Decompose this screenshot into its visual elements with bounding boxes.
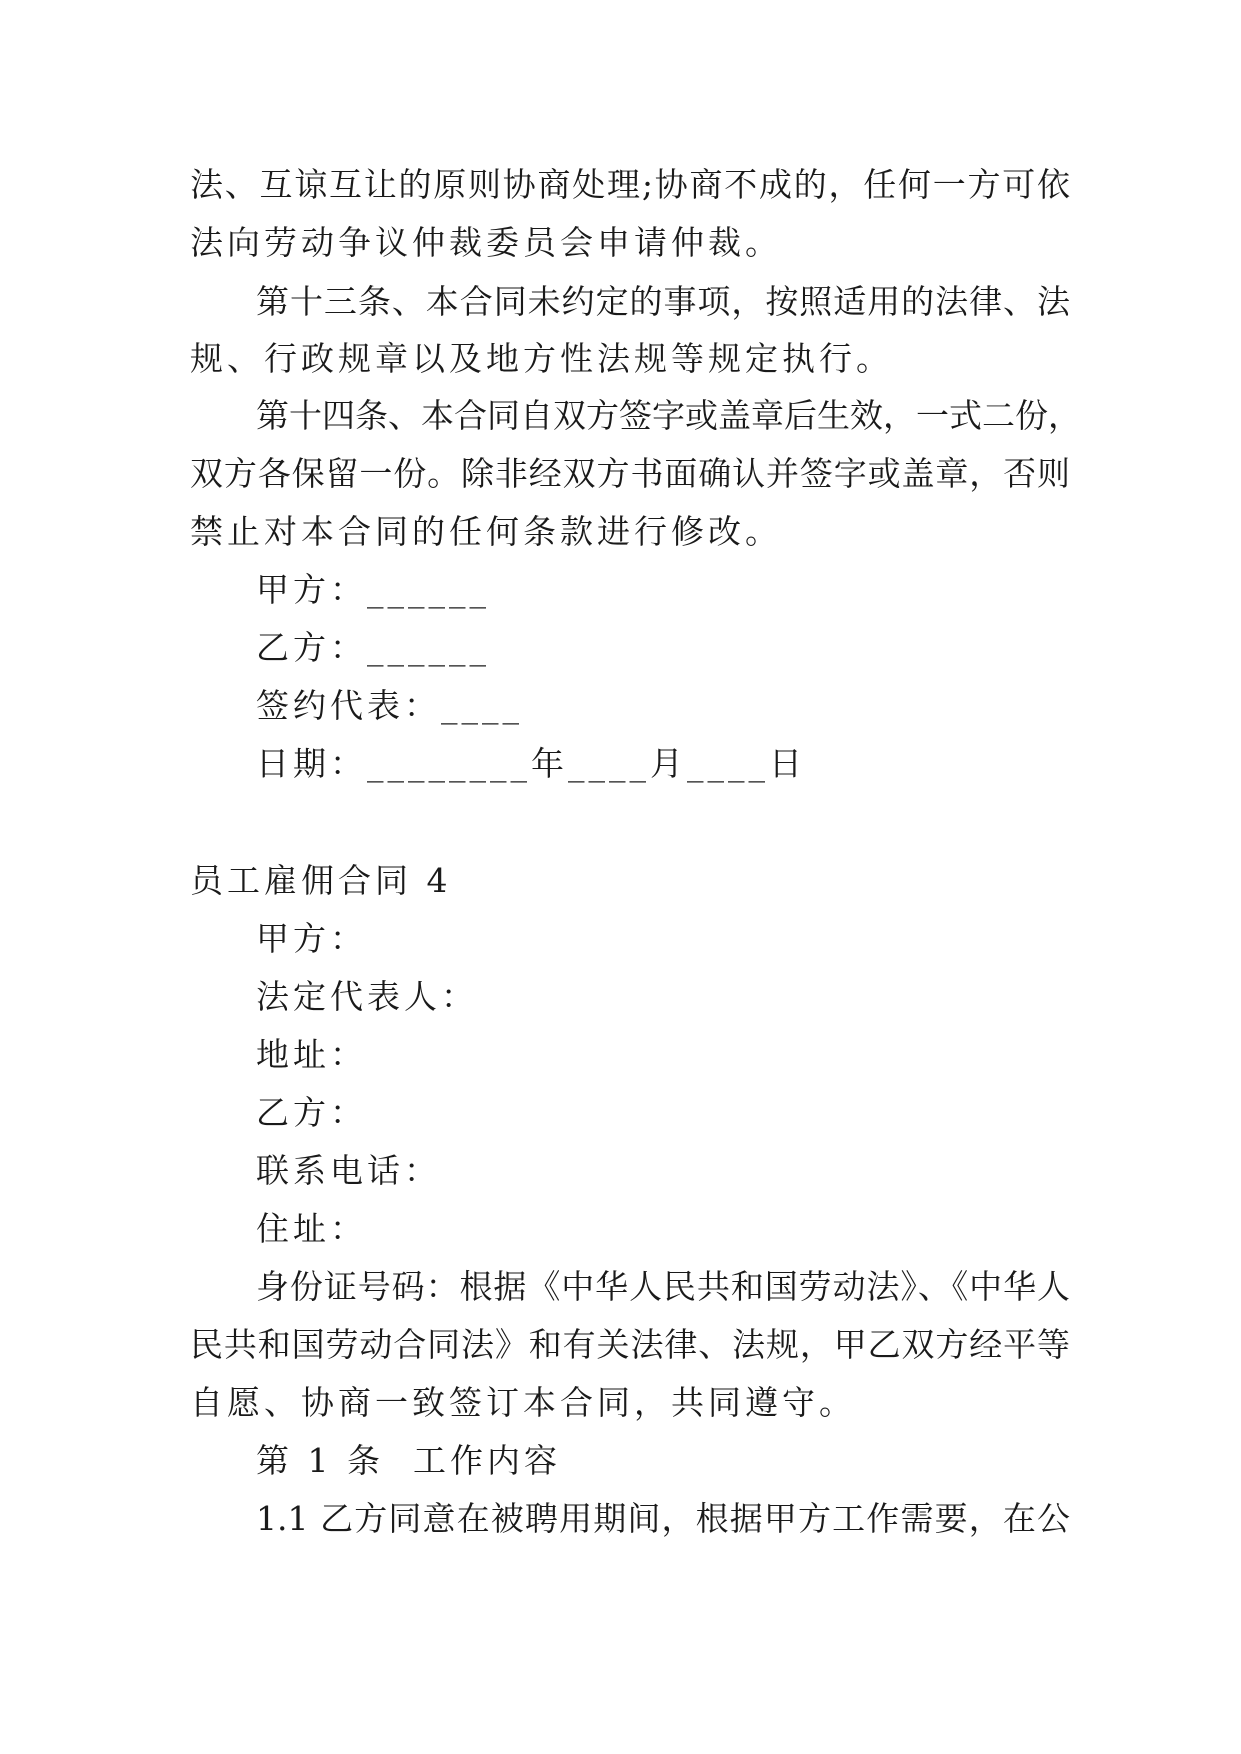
contract-title: 员工雇佣合同 4 <box>190 861 452 900</box>
party-a-field: 甲方： <box>256 919 367 958</box>
text-line: 1.1 乙方同意在被聘用期间，根据甲方工作需要，在公 <box>256 1499 1070 1538</box>
residence-field: 住址： <box>256 1209 367 1248</box>
party-b-field: 乙方： <box>256 1093 367 1132</box>
text-line: 第十三条、本合同未约定的事项，按照适用的法律、法 <box>256 282 1070 321</box>
text-line: 身份证号码：根据《中华人民共和国劳动法》、《中华人 <box>256 1267 1070 1306</box>
date-signature-line: 日期：________年____月____日 <box>256 744 806 783</box>
text-line: 法、互谅互让的原则协商处理;协商不成的，任何一方可依 <box>190 165 1070 204</box>
legal-representative-field: 法定代表人： <box>256 977 478 1016</box>
text-line: 法向劳动争议仲裁委员会申请仲裁。 <box>190 223 782 262</box>
party-a-signature-line: 甲方：______ <box>256 570 490 609</box>
text-line: 禁止对本合同的任何条款进行修改。 <box>190 512 782 551</box>
text-line: 第十四条、本合同自双方签字或盖章后生效，一式二份， <box>256 396 1081 435</box>
text-line: 民共和国劳动合同法》和有关法律、法规，甲乙双方经平等 <box>190 1325 1070 1364</box>
text-line: 规、行政规章以及地方性法规等规定执行。 <box>190 339 893 378</box>
representative-signature-line: 签约代表：____ <box>256 686 523 725</box>
article-heading: 第 1 条 工作内容 <box>256 1441 561 1480</box>
phone-field: 联系电话： <box>256 1151 441 1190</box>
text-line: 双方各保留一份。除非经双方书面确认并签字或盖章，否则 <box>190 454 1070 493</box>
address-field: 地址： <box>256 1035 367 1074</box>
text-line: 自愿、协商一致签订本合同，共同遵守。 <box>190 1383 856 1422</box>
party-b-signature-line: 乙方：______ <box>256 628 490 667</box>
